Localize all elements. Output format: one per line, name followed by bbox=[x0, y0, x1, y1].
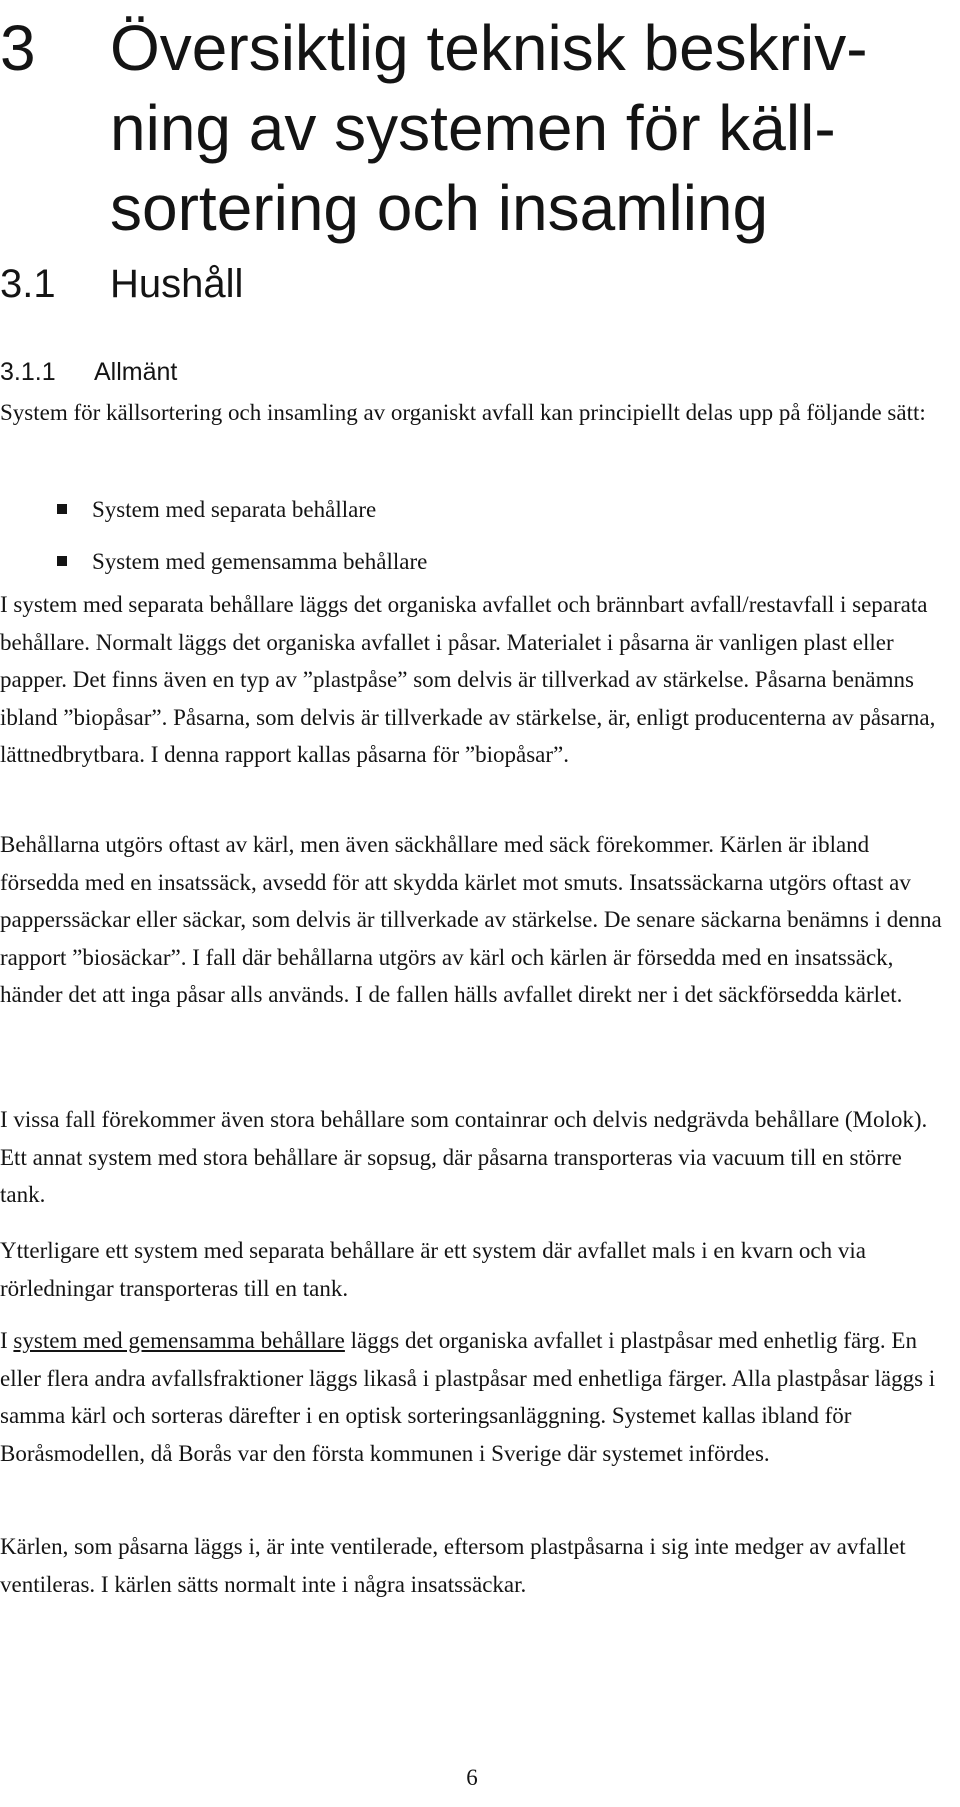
chapter-title: Översiktlig teknisk beskriv-ning av systemen för käll-sortering och insamling bbox=[110, 12, 868, 244]
paragraph-text: I bbox=[0, 1328, 14, 1353]
square-bullet-icon bbox=[57, 504, 67, 514]
page-number: 6 bbox=[466, 1765, 478, 1790]
paragraph-shared-containers bbox=[0, 1322, 944, 1472]
underlined-term: system med gemensamma behållare bbox=[13, 1328, 345, 1353]
section-title: Hushåll bbox=[110, 262, 244, 306]
intro-paragraph: System för källsortering och insamling av organiskt avfall kan principiellt delas upp på följande sätt: bbox=[0, 400, 926, 425]
paragraph-grinder-system: Ytterligare ett system med separata behållare är ett system där avfallet mals i en kvarn och via rörledningar transporteras till en tank. bbox=[0, 1238, 866, 1301]
section-number: 3.1 bbox=[0, 262, 56, 306]
subsection-title: Allmänt bbox=[94, 358, 178, 386]
list-item-text: System med separata behållare bbox=[92, 497, 377, 522]
paragraph-large-containers: I vissa fall förekommer även stora behållare som containrar och delvis nedgrävda behållare (Molok). Ett annat system med stora behållare är sopsug, där påsarna transporteras via vacuum till en större tank. bbox=[0, 1107, 928, 1207]
list-item-text: System med gemensamma behållare bbox=[92, 549, 428, 574]
paragraph-text: läggs det organiska avfallet i plastpåsar med enhetlig färg. En eller flera andra avfallsfraktioner läggs likaså i plastpåsar med enhetliga färger. Alla plastpåsar läggs i samma kärl och sorteras därefter i en optisk sorteringsanläggning. Systemet kallas ibland för Boråsmodellen, då Borås var den första kommunen i Sverige där systemet infördes. bbox=[0, 1328, 936, 1466]
paragraph-bins-ventilation: Kärlen, som påsarna läggs i, är inte ventilerade, eftersom plastpåsarna i sig inte medger av avfallet ventileras. I kärlen sätts normalt inte i några insatssäckar. bbox=[0, 1534, 906, 1597]
paragraph-separate-containers: I system med separata behållare läggs det organiska avfallet och brännbart avfall/restavfall i separata behållare. Normalt läggs det organiska avfallet i påsar. Materialet i påsarna är vanligen plast eller papper. Det finns även en typ av ”plastpåse” som delvis är tillverkad av stärkelse. Påsarna benämns ibland ”biopåsar”. Påsarna, som delvis är tillverkade av stärkelse, är, enligt producenterna av påsarna, lättnedbrytbara. I denna rapport kallas påsarna för ”biopåsar”. bbox=[0, 592, 936, 767]
list-item bbox=[0, 484, 944, 536]
paragraph-containers: Behållarna utgörs oftast av kärl, men även säckhållare med säck förekommer. Kärlen är ibland försedda med en insatssäck, avsedd för att skydda kärlet mot smuts. Insatssäckarna utgörs oftast av papperssäckar eller säckar, som delvis är tillverkade av stärkelse. De senare säckarna benämns i denna rapport ”biosäckar”. I fall där behållarna utgörs av kärl och kärlen är försedda med en insatssäck, händer det att inga påsar alls används. I de fallen hälls avfallet direkt ner i det säckförsedda kärlet. bbox=[0, 832, 942, 1007]
subsection-number: 3.1.1 bbox=[0, 358, 56, 386]
chapter-number: 3 bbox=[0, 12, 36, 84]
list-item bbox=[0, 536, 944, 588]
system-type-list bbox=[0, 484, 944, 588]
square-bullet-icon bbox=[57, 556, 67, 566]
